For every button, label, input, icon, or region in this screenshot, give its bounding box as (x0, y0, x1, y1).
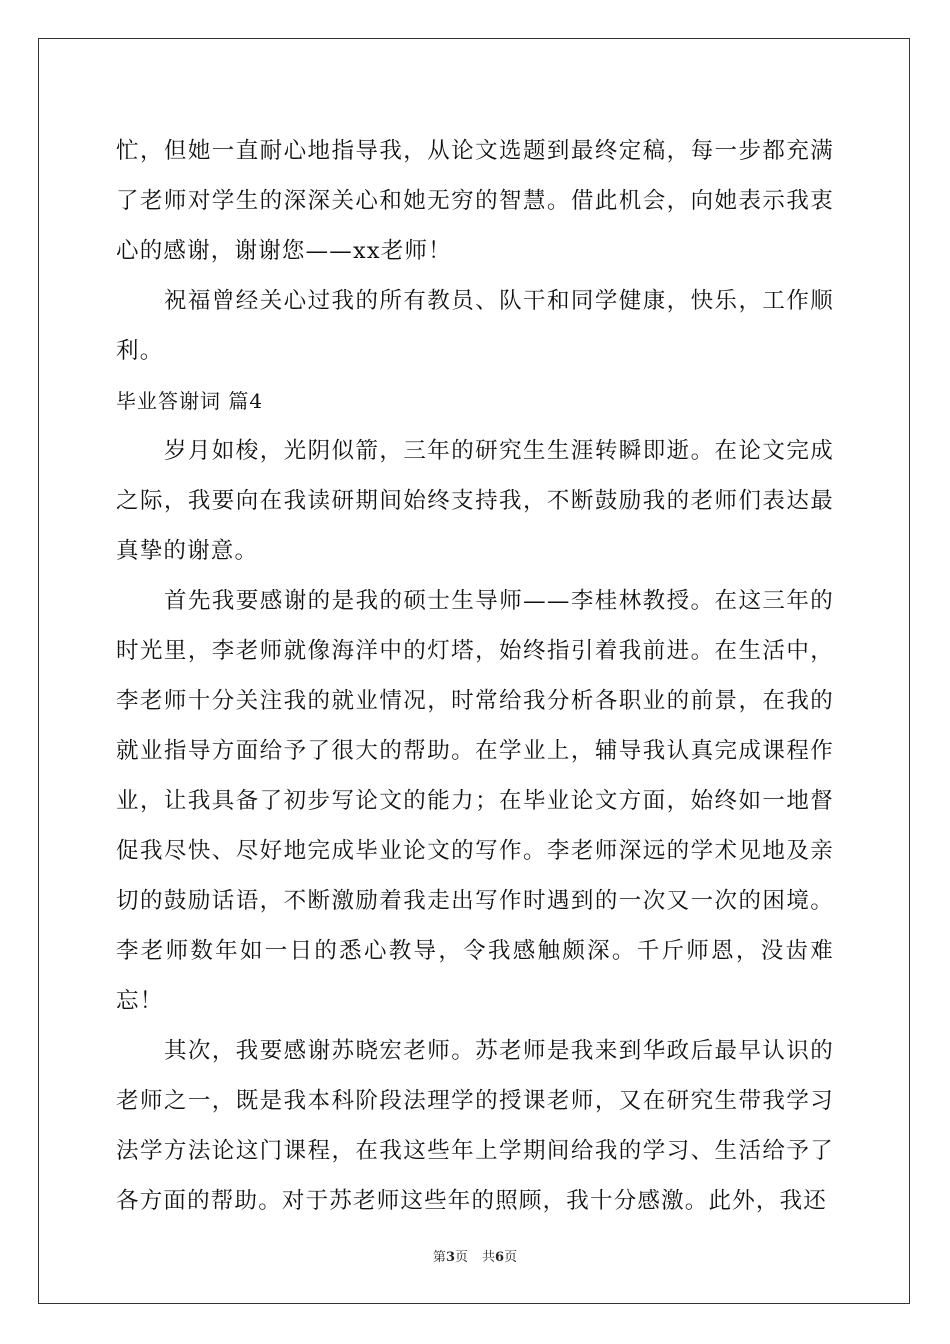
paragraph-second-teacher: 其次，我要感谢苏晓宏老师。苏老师是我来到华政后最早认识的老师之一，既是我本科阶段法理学的授课老师，又在研究生带我学习法学方法论这门课程，在我这些年上学期间给我的学习、生活给予了各方面的帮助。对于苏老师这些年的照顾，我十分感激。此外，我还 (116, 1038, 834, 1214)
document-body (116, 126, 834, 1226)
paragraph-intro: 岁月如梭，光阴似箭，三年的研究生生涯转瞬即逝。在论文完成之际，我要向在我读研期间始终支持我，不断鼓励我的老师们表达最真挚的谢意。 (116, 438, 834, 564)
paragraph-continuation: 忙，但她一直耐心地指导我，从论文选题到最终定稿，每一步都充满了老师对学生的深深关心和她无穷的智慧。借此机会，向她表示我衷心的感谢，谢谢您——xx老师！ (116, 138, 834, 264)
total-pages: 6 (495, 1250, 505, 1265)
page-suffix: 页 (454, 1250, 468, 1265)
paragraph-supervisor: 首先我要感谢的是我的硕士生导师——李桂林教授。在这三年的时光里，李老师就像海洋中的灯塔，始终指引着我前进。在生活中，李老师十分关注我的就业情况，时常给我分析各职业的前景，在我的就业指导方面给予了很大的帮助。在学业上，辅导我认真完成课程作业，让我具备了初步写论文的能力；在毕业论文方面，始终如一地督促我尽快、尽好地完成毕业论文的写作。李老师深远的学术见地及亲切的鼓励话语，不断激励着我走出写作时遇到的一次又一次的困境。李老师数年如一日的悉心教导，令我感触颇深。千斤师恩，没齿难忘！ (116, 588, 834, 1014)
page-footer (0, 1246, 950, 1265)
page-prefix: 第 (432, 1250, 446, 1265)
total-suffix: 页 (504, 1250, 518, 1265)
section-heading: 毕业答谢词 篇4 (116, 389, 264, 413)
page-number: 3 (445, 1250, 455, 1265)
total-prefix: 共 (482, 1250, 496, 1265)
paragraph-blessing: 祝福曾经关心过我的所有教员、队干和同学健康，快乐，工作顺利。 (116, 288, 834, 364)
